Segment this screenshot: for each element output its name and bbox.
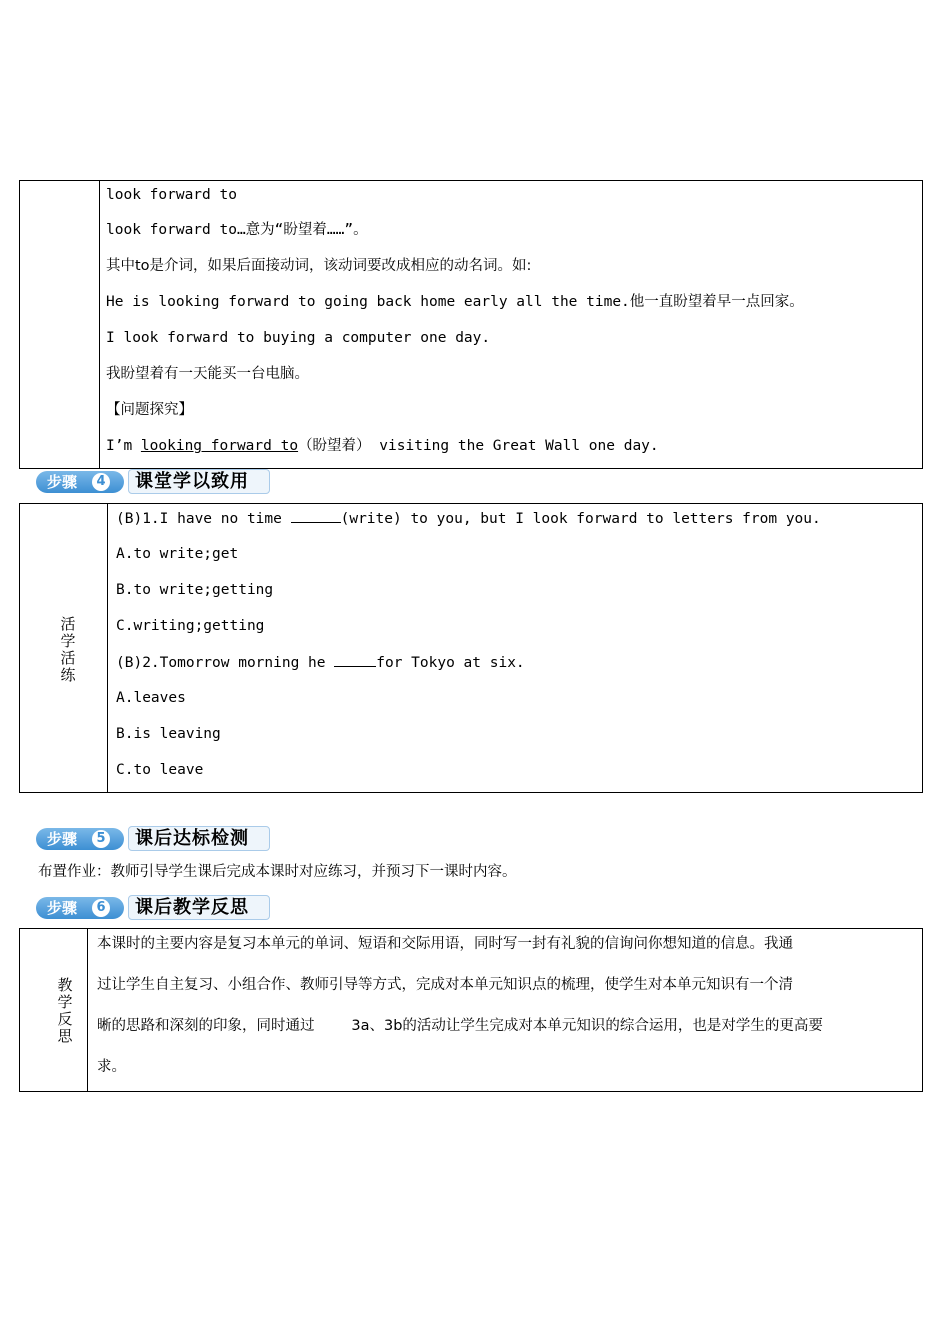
inquiry-suffix: （盼望着） visiting the Great Wall one day. bbox=[298, 438, 659, 454]
reflection-table bbox=[19, 928, 923, 1092]
side-label: 教学反思 bbox=[57, 976, 73, 1045]
example-translation: 我盼望着有一天能买一台电脑。 bbox=[106, 366, 309, 382]
reflection-line: 过让学生自主复习、小组合作、教师引导等方式，完成对本单元知识点的梳理，使学生对本单元知识有一个清 bbox=[97, 977, 793, 993]
option: B.to write;getting bbox=[116, 582, 274, 598]
inquiry-heading: 【问题探究】 bbox=[106, 402, 193, 418]
step-pill bbox=[36, 828, 124, 850]
practice-table bbox=[19, 503, 923, 793]
step-title: 课后教学反思 bbox=[128, 895, 270, 920]
example-sentence: I look forward to buying a computer one day. bbox=[106, 330, 491, 346]
step-pill bbox=[36, 897, 124, 919]
reflection-line: 晰的思路和深刻的印象，同时通过 3a、3b的活动让学生完成对本单元知识的综合运用，也是对学生的更高要 bbox=[97, 1018, 823, 1034]
note-line: look forward to…意为“盼望着……”。 bbox=[106, 222, 368, 238]
grammar-note-table bbox=[19, 180, 923, 469]
option: B.is leaving bbox=[116, 726, 221, 742]
option: C.to leave bbox=[116, 762, 204, 778]
note-heading: look forward to bbox=[106, 187, 237, 203]
question-2 bbox=[116, 652, 525, 673]
step-label: 步骤 bbox=[47, 899, 78, 917]
side-label: 活学活练 bbox=[60, 615, 76, 684]
table-divider bbox=[99, 181, 100, 468]
step-label: 步骤 bbox=[47, 830, 78, 848]
step-number: 5 bbox=[92, 830, 110, 848]
inquiry-prefix: I’m bbox=[106, 438, 141, 454]
option: A.leaves bbox=[116, 690, 186, 706]
step-number: 6 bbox=[92, 899, 110, 917]
step-title: 课堂学以致用 bbox=[128, 469, 270, 494]
reflection-line: 本课时的主要内容是复习本单元的单词、短语和交际用语，同时写一封有礼貌的信询问你想知道的信息。我通 bbox=[97, 936, 793, 952]
step-title: 课后达标检测 bbox=[128, 826, 270, 851]
answer-blank bbox=[334, 652, 376, 667]
question-1-rest: (write) to you, but I look forward to letters from you. bbox=[340, 511, 821, 527]
example-sentence: He is looking forward to going back home early all the time.他一直盼望着早一点回家。 bbox=[106, 294, 804, 310]
table-divider bbox=[107, 504, 108, 792]
note-line: 其中to是介词，如果后面接动词，该动词要改成相应的动名词。如: bbox=[106, 258, 532, 274]
question-1-prefix: (B)1.I have no time bbox=[116, 511, 291, 527]
step-label: 步骤 bbox=[47, 473, 78, 491]
inquiry-answer: looking forward to bbox=[140, 438, 299, 454]
step-number: 4 bbox=[92, 473, 110, 491]
table-divider bbox=[87, 929, 88, 1091]
option: A.to write;get bbox=[116, 546, 239, 562]
question-2-prefix: (B)2.Tomorrow morning he bbox=[116, 655, 335, 671]
step-pill bbox=[36, 471, 124, 493]
question-2-rest: for Tokyo at six. bbox=[376, 655, 525, 671]
question-1 bbox=[116, 508, 821, 529]
homework-text: 布置作业：教师引导学生课后完成本课时对应练习，并预习下一课时内容。 bbox=[38, 864, 517, 880]
option: C.writing;getting bbox=[116, 618, 265, 634]
reflection-line: 求。 bbox=[97, 1059, 126, 1075]
inquiry-sentence bbox=[106, 436, 659, 456]
answer-blank bbox=[291, 508, 341, 523]
